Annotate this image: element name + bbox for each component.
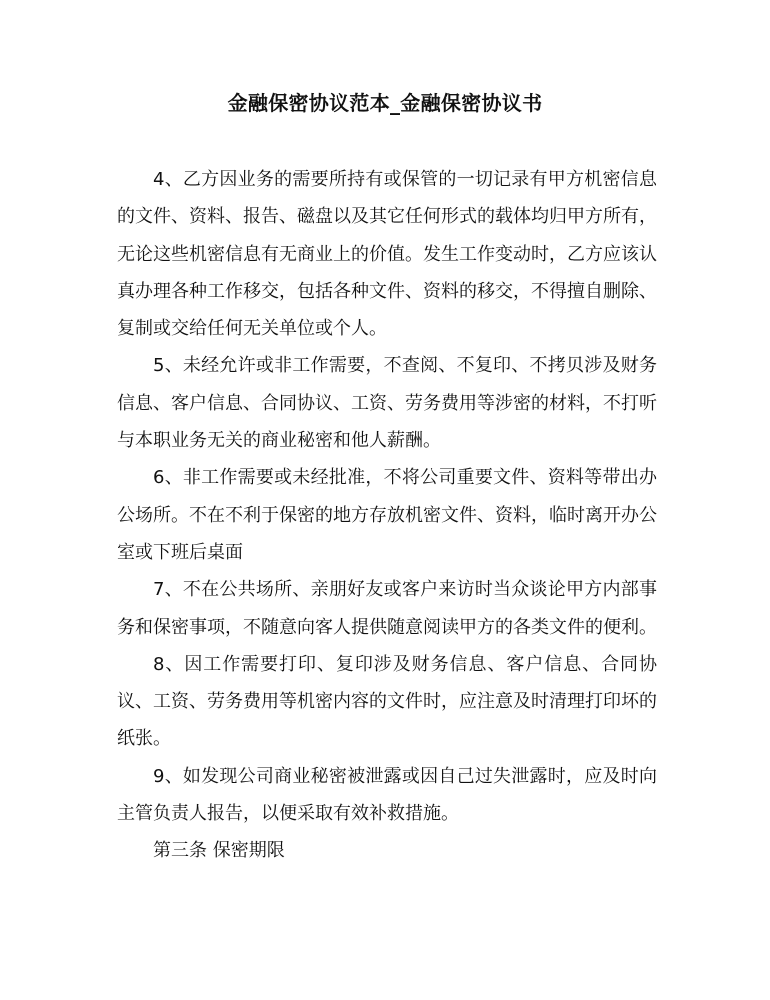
- paragraph-item-6: 6、非工作需要或未经批准，不将公司重要文件、资料等带出办公场所。不在不利于保密的地方存放机密文件、资料，临时离开办公室或下班后桌面: [117, 467, 657, 563]
- document-body: [117, 161, 657, 870]
- paragraph-item-5: 5、未经允许或非工作需要，不查阅、不复印、不拷贝涉及财务信息、客户信息、合同协议、工资、劳务费用等涉密的材料，不打听与本职业务无关的商业秘密和他人薪酬。: [117, 355, 657, 452]
- document-title: 金融保密协议范本_金融保密协议书: [227, 91, 543, 115]
- paragraph-item-7: 7、不在公共场所、亲朋好友或客户来访时当众谈论甲方内部事务和保密事项，不随意向客人提供随意阅读甲方的各类文件的便利。: [117, 579, 657, 638]
- paragraph-item-8: 8、因工作需要打印、复印涉及财务信息、客户信息、合同协议、工资、劳务费用等机密内容的文件时，应注意及时清理打印坏的纸张。: [117, 653, 657, 750]
- paragraph-item-4: 4、乙方因业务的需要所持有或保管的一切记录有甲方机密信息的文件、资料、报告、磁盘以及其它任何形式的载体均归甲方所有，无论这些机密信息有无商业上的价值。发生工作变动时，乙方应该认真办理各种工作移交，包括各种文件、资料的移交，不得擅自删除、复制或交给任何无关单位或个人。: [117, 169, 657, 340]
- paragraph-item-9: 9、如发现公司商业秘密被泄露或因自己过失泄露时，应及时向主管负责人报告，以便采取有效补救措施。: [117, 765, 657, 825]
- section-heading-confidentiality-period: 第三条 保密期限: [153, 840, 285, 862]
